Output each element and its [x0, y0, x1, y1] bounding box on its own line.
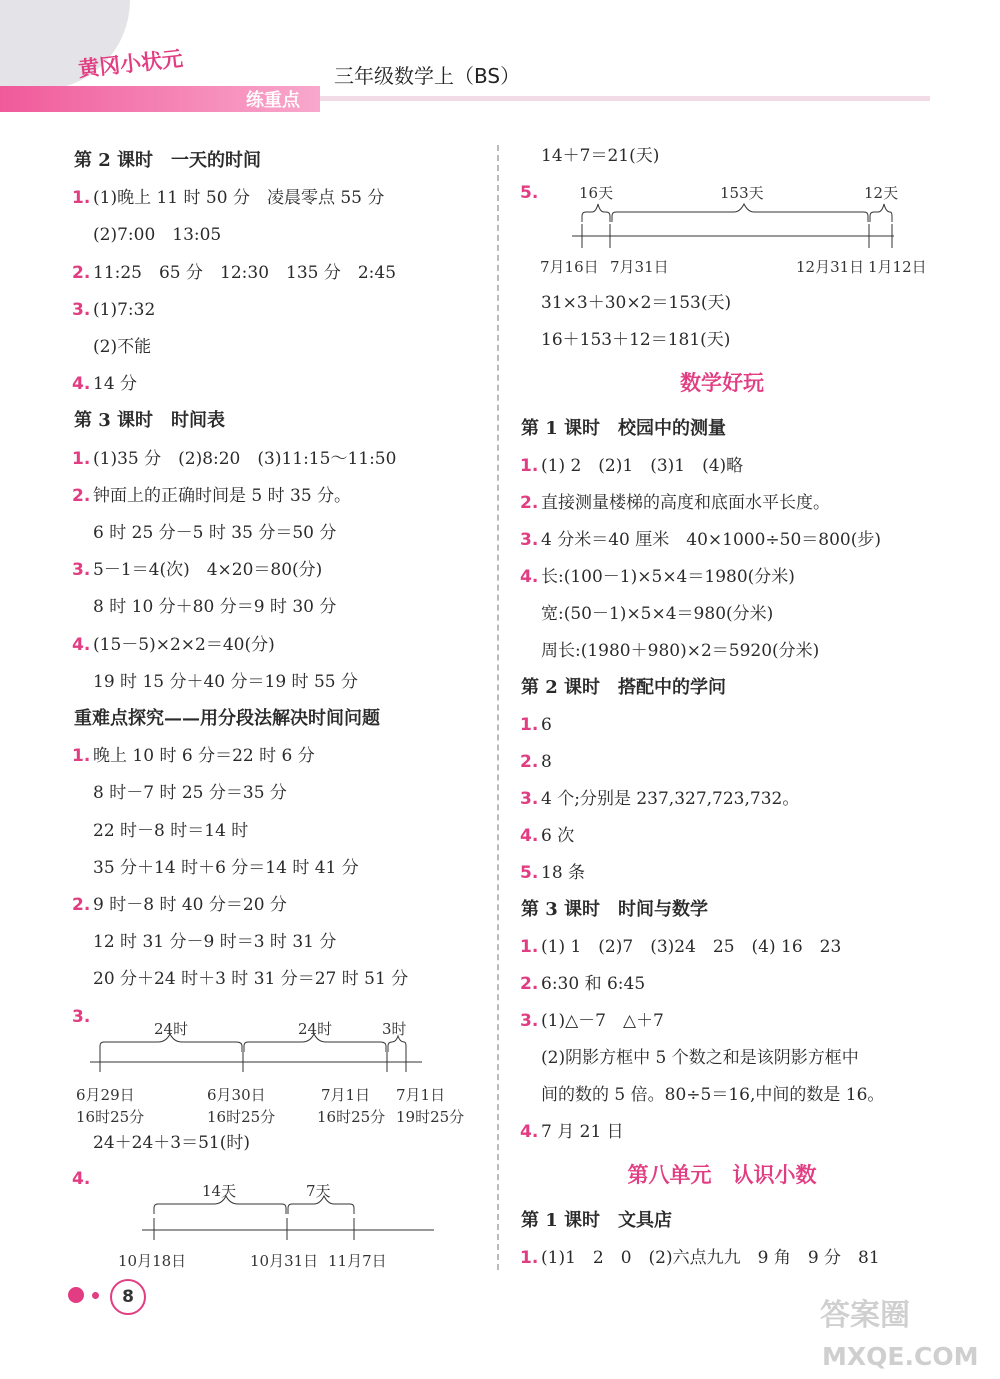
answer-text: 直接测量楼梯的高度和底面水平长度。 [541, 493, 830, 513]
tick-label: 7月1日 [321, 1086, 371, 1104]
timeline-diagram-5 [534, 180, 954, 280]
answer-line: (2)不能 [93, 337, 152, 357]
question-number: 4. [72, 374, 91, 395]
answer-text: 长:(100－1)×5×4＝1980(分米) [541, 567, 795, 587]
answer-text: 6:30 和 6:45 [541, 974, 646, 994]
tick-label: 7月31日 [610, 258, 669, 276]
answer-text: (1)晚上 11 时 50 分 凌晨零点 55 分 [93, 188, 385, 209]
answer-text: (1) 1 (2)7 (3)24 25 (4) 16 23 [541, 937, 842, 957]
footer-dot-small [92, 1292, 99, 1299]
question-number: 1. [72, 746, 91, 767]
span-label: 12天 [864, 184, 899, 202]
span-label: 14天 [202, 1182, 237, 1200]
tick-label: 6月29日 [76, 1086, 135, 1104]
section-heading: 第 1 课时 校园中的测量 [521, 418, 727, 439]
section-heading: 第 3 课时 时间表 [74, 410, 226, 432]
tick-time: 16时25分 [317, 1108, 386, 1126]
span-label: 7天 [306, 1182, 331, 1200]
answer-text: (1)△－7 △＋7 [541, 1011, 664, 1031]
question-number: 2. [520, 493, 539, 513]
question-number: 5. [520, 183, 539, 203]
answer-text: 7 月 21 日 [541, 1122, 624, 1142]
answer-text: 14 分 [93, 374, 138, 395]
tick-label: 12月31日 [796, 258, 865, 276]
section-heading: 第 3 课时 时间与数学 [521, 899, 709, 920]
tick-time: 16时25分 [76, 1108, 145, 1126]
answer-text: (1) 2 (2)1 (3)1 (4)略 [541, 456, 744, 476]
answer-line: 宽:(50－1)×5×4＝980(分米) [541, 604, 774, 624]
chapter-title: 数学好玩 [680, 371, 764, 395]
answer-line: 12 时 31 分－9 时＝3 时 31 分 [93, 932, 337, 953]
tick-label: 10月31日 [250, 1252, 319, 1270]
span-label: 3时 [382, 1020, 407, 1038]
question-number: 3. [72, 1007, 91, 1028]
tick-time: 16时25分 [207, 1108, 276, 1126]
answer-text: 4 分米＝40 厘米 40×1000÷50＝800(步) [541, 530, 881, 550]
span-label: 16天 [579, 184, 614, 202]
tick-label: 10月18日 [118, 1252, 187, 1270]
answer-line: 31×3＋30×2＝153(天) [541, 293, 732, 313]
answer-text: (15－5)×2×2＝40(分) [93, 634, 275, 655]
section-heading: 重难点探究——用分段法解决时间问题 [74, 708, 380, 729]
question-number: 1. [72, 448, 91, 469]
question-number: 2. [72, 895, 91, 915]
question-number: 1. [520, 937, 539, 957]
chapter-title: 第八单元 认识小数 [627, 1163, 817, 1187]
question-number: 1. [520, 1248, 539, 1268]
span-label: 24时 [298, 1020, 333, 1038]
tick-label: 1月12日 [868, 258, 927, 276]
book-title: 三年级数学上（BS） [334, 64, 521, 88]
span-label: 153天 [720, 184, 764, 202]
question-number: 4. [520, 826, 539, 846]
answer-line: 8 时 10 分＋80 分＝9 时 30 分 [93, 597, 337, 618]
answer-line: (2)7:00 13:05 [93, 225, 222, 246]
span-label: 24时 [154, 1020, 189, 1038]
answer-text: 6 次 [541, 826, 575, 846]
question-number: 5. [520, 863, 539, 883]
answer-line: 14＋7＝21(天) [541, 146, 660, 166]
question-number: 3. [72, 560, 91, 581]
answer-line: 8 时－7 时 25 分＝35 分 [93, 783, 287, 804]
answer-line: (2)阴影方框中 5 个数之和是该阴影方框中 [541, 1048, 859, 1068]
answer-line: 周长:(1980＋980)×2＝5920(分米) [541, 641, 820, 661]
section-heading: 第 1 课时 文具店 [521, 1210, 673, 1231]
answer-text: (1)35 分 (2)8:20 (3)11:15～11:50 [93, 448, 397, 469]
answer-text: 晚上 10 时 6 分＝22 时 6 分 [93, 746, 315, 767]
question-number: 2. [72, 262, 91, 283]
answer-text: 6 [541, 715, 552, 735]
answer-text: 11:25 65 分 12:30 135 分 2:45 [93, 262, 397, 283]
question-number: 1. [520, 715, 539, 735]
header-rule [320, 96, 930, 101]
tick-label: 11月7日 [328, 1252, 387, 1270]
question-number: 2. [520, 974, 539, 994]
question-number: 1. [72, 188, 91, 209]
answer-text: 8 [541, 752, 552, 772]
answer-text: 钟面上的正确时间是 5 时 35 分。 [93, 485, 352, 506]
question-number: 4. [520, 567, 539, 587]
answer-line: 35 分＋14 时＋6 分＝14 时 41 分 [93, 857, 359, 878]
question-number: 4. [72, 1169, 91, 1190]
question-number: 2. [72, 485, 91, 506]
answer-line: 6 时 25 分－5 时 35 分＝50 分 [93, 523, 337, 543]
answer-line: 24＋24＋3＝51(时) [93, 1133, 250, 1154]
question-number: 3. [520, 1011, 539, 1031]
watermark-url: MXQE.COM [822, 1342, 979, 1371]
tick-label: 7月1日 [396, 1086, 446, 1104]
answer-line: 19 时 15 分＋40 分＝19 时 55 分 [93, 671, 358, 692]
question-number: 3. [72, 299, 91, 320]
question-number: 1. [520, 456, 539, 476]
question-number: 4. [72, 634, 91, 655]
answer-text: 4 个;分别是 237,327,723,732。 [541, 789, 800, 809]
answer-line: 20 分＋24 时＋3 时 31 分＝27 时 51 分 [93, 969, 409, 990]
answer-text: (1)7:32 [93, 299, 156, 320]
answer-line: 22 时－8 时＝14 时 [93, 820, 249, 841]
watermark-logo: 答案圈 [820, 1298, 910, 1333]
answer-text: 5－1＝4(次) 4×20＝80(分) [93, 560, 323, 581]
tick-label: 6月30日 [207, 1086, 266, 1104]
tick-label: 7月16日 [540, 258, 599, 276]
footer-dot [68, 1287, 84, 1303]
answer-text: (1)1 2 0 (2)六点九九 9 角 9 分 81 [541, 1248, 880, 1268]
answer-text: 18 条 [541, 863, 586, 883]
brand-logo: 黄冈小状元 [77, 46, 185, 82]
question-number: 3. [520, 530, 539, 550]
question-number: 2. [520, 752, 539, 772]
section-heading: 第 2 课时 一天的时间 [74, 150, 262, 171]
page-number: 8 [110, 1279, 146, 1315]
section-heading: 第 2 课时 搭配中的学问 [521, 677, 727, 698]
timeline-diagram-3 [70, 1014, 490, 1134]
question-number: 3. [520, 789, 539, 809]
tick-time: 19时25分 [396, 1108, 465, 1126]
timeline-diagram-4 [110, 1176, 450, 1276]
question-number: 4. [520, 1122, 539, 1142]
column-divider [497, 145, 499, 1270]
brand-subtitle: 练重点 [246, 90, 300, 111]
answer-text: 9 时－8 时 40 分＝20 分 [93, 895, 287, 915]
answer-line: 间的数的 5 倍。80÷5＝16,中间的数是 16。 [541, 1085, 885, 1105]
answer-line: 16＋153＋12＝181(天) [541, 330, 731, 350]
